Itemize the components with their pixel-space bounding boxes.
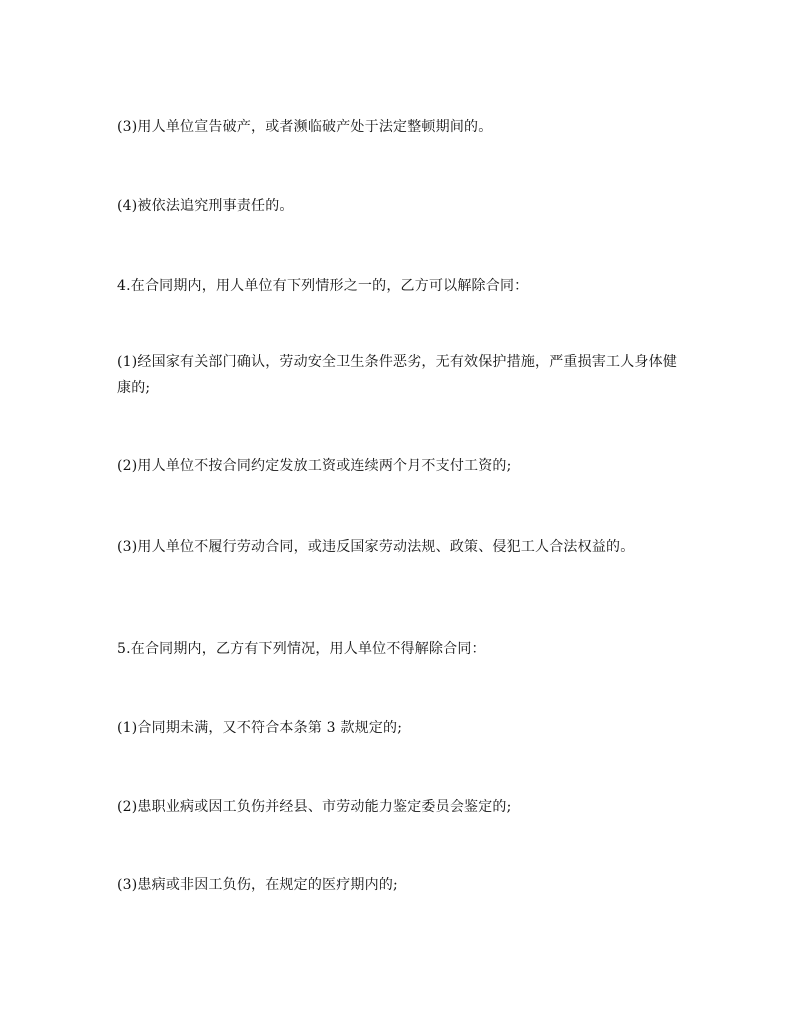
clause-4-heading: 4.在合同期内，用人单位有下列情形之一的，乙方可以解除合同： — [117, 278, 529, 294]
clause-5-3-medical-period: (3)患病或非因工负伤，在规定的医疗期内的; — [117, 877, 398, 893]
clause-5-heading: 5.在合同期内，乙方有下列情况，用人单位不得解除合同： — [117, 641, 486, 657]
clause-5-1-term-not-expired: (1)合同期未满，又不符合本条第 3 款规定的; — [117, 720, 403, 736]
clause-4-1-unsafe-conditions: (1)经国家有关部门确认，劳动安全卫生条件恶劣，无有效保护措施，严重损害工人身体健康的; — [117, 354, 678, 396]
clause-5-2-occupational-disease: (2)患职业病或因工负伤并经县、市劳动能力鉴定委员会鉴定的; — [117, 799, 512, 815]
clause-4-2-wages-unpaid: (2)用人单位不按合同约定发放工资或连续两个月不支付工资的; — [117, 458, 512, 474]
clause-3-4-criminal-liability: (4)被依法追究刑事责任的。 — [117, 198, 294, 214]
clause-4-3-contract-violation: (3)用人单位不履行劳动合同，或违反国家劳动法规、政策、侵犯工人合法权益的。 — [117, 539, 635, 555]
clause-3-3-bankruptcy: (3)用人单位宣告破产，或者濒临破产处于法定整顿期间的。 — [117, 119, 493, 135]
